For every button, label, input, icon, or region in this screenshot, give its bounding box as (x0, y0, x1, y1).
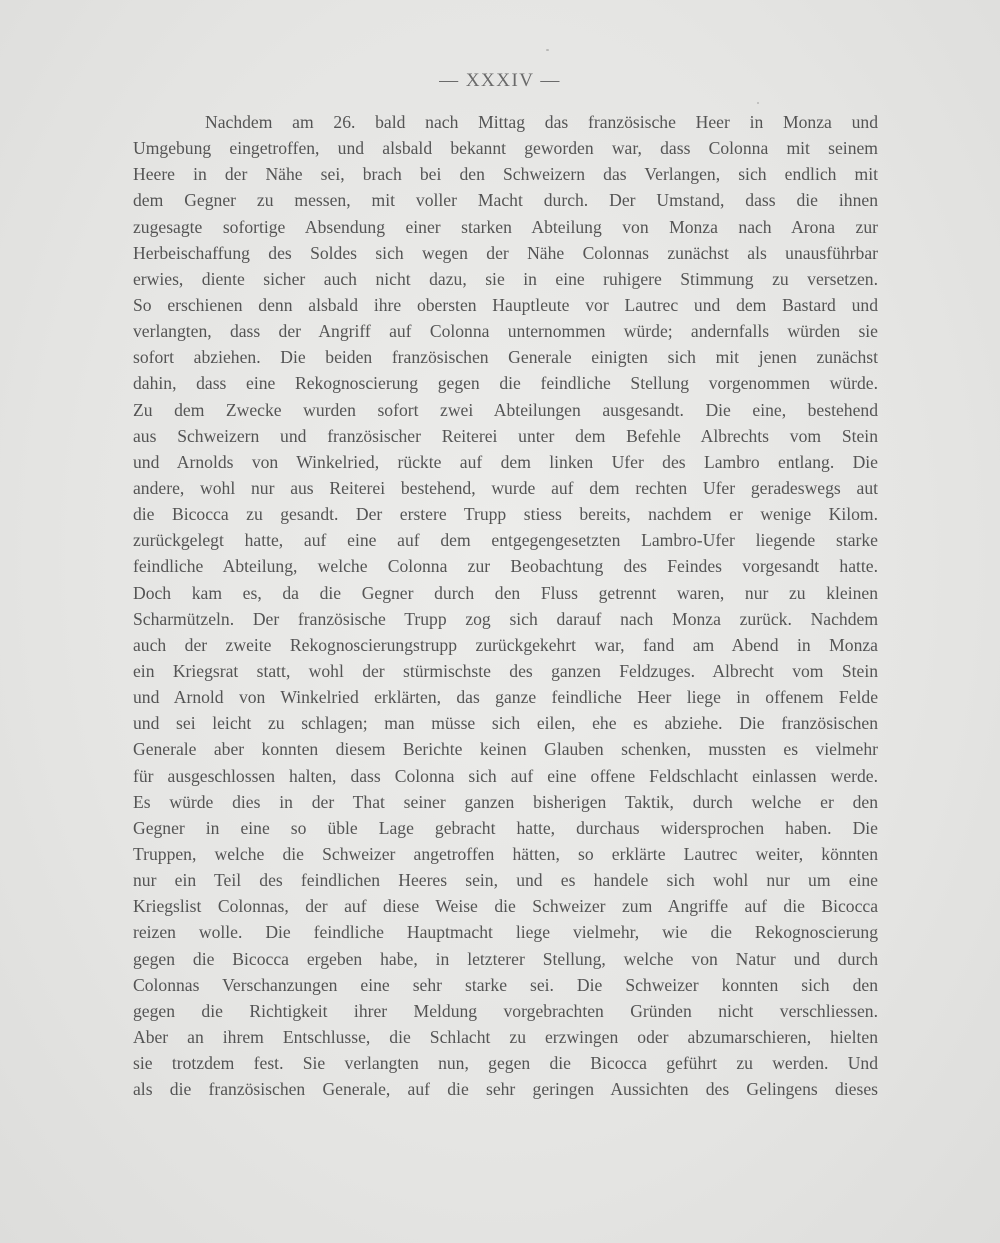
text-line: als die französischen Generale, auf die sehr geringen Aussichten des Gelingens dieses (133, 1079, 878, 1100)
text-line: feindliche Abteilung, welche Colonna zur Beobachtung des Feindes vorgesandt hatte. (133, 556, 878, 577)
text-line: gegen die Bicocca ergeben habe, in letzterer Stellung, welche von Natur und durch (133, 948, 878, 969)
text-line: und Arnolds von Winkelried, rückte auf dem linken Ufer des Lambro entlang. Die (133, 451, 878, 472)
text-line: ein Kriegsrat statt, wohl der stürmischste des ganzen Feldzuges. Albrecht vom Stein (133, 660, 878, 681)
text-line: Colonnas Verschanzungen eine sehr starke sei. Die Schweizer konnten sich den (133, 974, 878, 995)
text-line: sofort abziehen. Die beiden französischen Generale einigten sich mit jenen zunächst (133, 347, 878, 368)
text-line: die Bicocca zu gesandt. Der erstere Trupp stiess bereits, nachdem er wenige Kilom. (133, 504, 878, 525)
text-line: reizen wolle. Die feindliche Hauptmacht liege vielmehr, wie die Rekognoscierung (133, 922, 878, 943)
text-line: Heere in der Nähe sei, brach bei den Schweizern das Verlangen, sich endlich mit (133, 164, 878, 185)
text-line: Scharmützeln. Der französische Trupp zog sich darauf nach Monza zurück. Nachdem (133, 608, 878, 629)
paper-speck (757, 102, 759, 104)
text-line: erwies, diente sicher auch nicht dazu, sie in eine ruhigere Stimmung zu versetzen. (133, 268, 878, 289)
text-line: und Arnold von Winkelried erklärten, das ganze feindliche Heer liege in offenem Felde (133, 687, 878, 708)
text-line: Generale aber konnten diesem Berichte keinen Glauben schenken, mussten es vielmehr (133, 739, 878, 760)
text-line: Truppen, welche die Schweizer angetroffen hätten, so erklärte Lautrec weiter, könnten (133, 843, 878, 864)
text-line: und sei leicht zu schlagen; man müsse sich eilen, ehe es abziehe. Die französischen (133, 713, 878, 734)
text-line: Aber an ihrem Entschlusse, die Schlacht zu erzwingen oder abzumarschieren, hielten (133, 1026, 878, 1047)
text-line: Zu dem Zwecke wurden sofort zwei Abteilungen ausgesandt. Die eine, bestehend (133, 399, 878, 420)
text-line: aus Schweizern und französischer Reiterei unter dem Befehle Albrechts vom Stein (133, 425, 878, 446)
text-line: Umgebung eingetroffen, und alsbald bekannt geworden war, dass Colonna mit seinem (133, 138, 878, 159)
paper-speck (546, 49, 549, 51)
text-line: Es würde dies in der That seiner ganzen bisherigen Taktik, durch welche er den (133, 791, 878, 812)
text-line: Gegner in eine so üble Lage gebracht hatte, durchaus widersprochen haben. Die (133, 817, 878, 838)
text-line: andere, wohl nur aus Reiterei bestehend, wurde auf dem rechten Ufer geradeswegs aut (133, 477, 878, 498)
text-line: nur ein Teil des feindlichen Heeres sein, und es handele sich wohl nur um eine (133, 870, 878, 891)
text-line: zugesagte sofortige Absendung einer starken Abteilung von Monza nach Arona zur (133, 216, 878, 237)
body-paragraph (133, 109, 878, 1102)
text-line: zurückgelegt hatte, auf eine auf dem entgegengesetzten Lambro-Ufer liegende starke (133, 530, 878, 551)
text-line: gegen die Richtigkeit ihrer Meldung vorgebrachten Gründen nicht verschliessen. (133, 1000, 878, 1021)
text-line: sie trotzdem fest. Sie verlangten nun, gegen die Bicocca geführt zu werden. Und (133, 1053, 878, 1074)
text-line: Doch kam es, da die Gegner durch den Fluss getrennt waren, nur zu kleinen (133, 582, 878, 603)
text-line: dem Gegner zu messen, mit voller Macht durch. Der Umstand, dass die ihnen (133, 190, 878, 211)
text-line: Nachdem am 26. bald nach Mittag das französische Heer in Monza und (205, 112, 878, 132)
text-line: So erschienen denn alsbald ihre obersten Hauptleute vor Lautrec und dem Bastard und (133, 294, 878, 315)
text-line: für ausgeschlossen halten, dass Colonna sich auf eine offene Feldschlacht einlassen werde. (133, 765, 878, 786)
text-line: dahin, dass eine Rekognoscierung gegen die feindliche Stellung vorgenommen würde. (133, 373, 878, 394)
text-line: verlangten, dass der Angriff auf Colonna unternommen würde; andernfalls würden sie (133, 321, 878, 342)
running-head: — XXXIV — (439, 70, 561, 91)
text-line: Kriegslist Colonnas, der auf diese Weise die Schweizer zum Angriffe auf die Bicocca (133, 896, 878, 917)
text-line: Herbeischaffung des Soldes sich wegen der Nähe Colonnas zunächst als unausführbar (133, 242, 878, 263)
text-line: auch der zweite Rekognoscierungstrupp zurückgekehrt war, fand am Abend in Monza (133, 634, 878, 655)
